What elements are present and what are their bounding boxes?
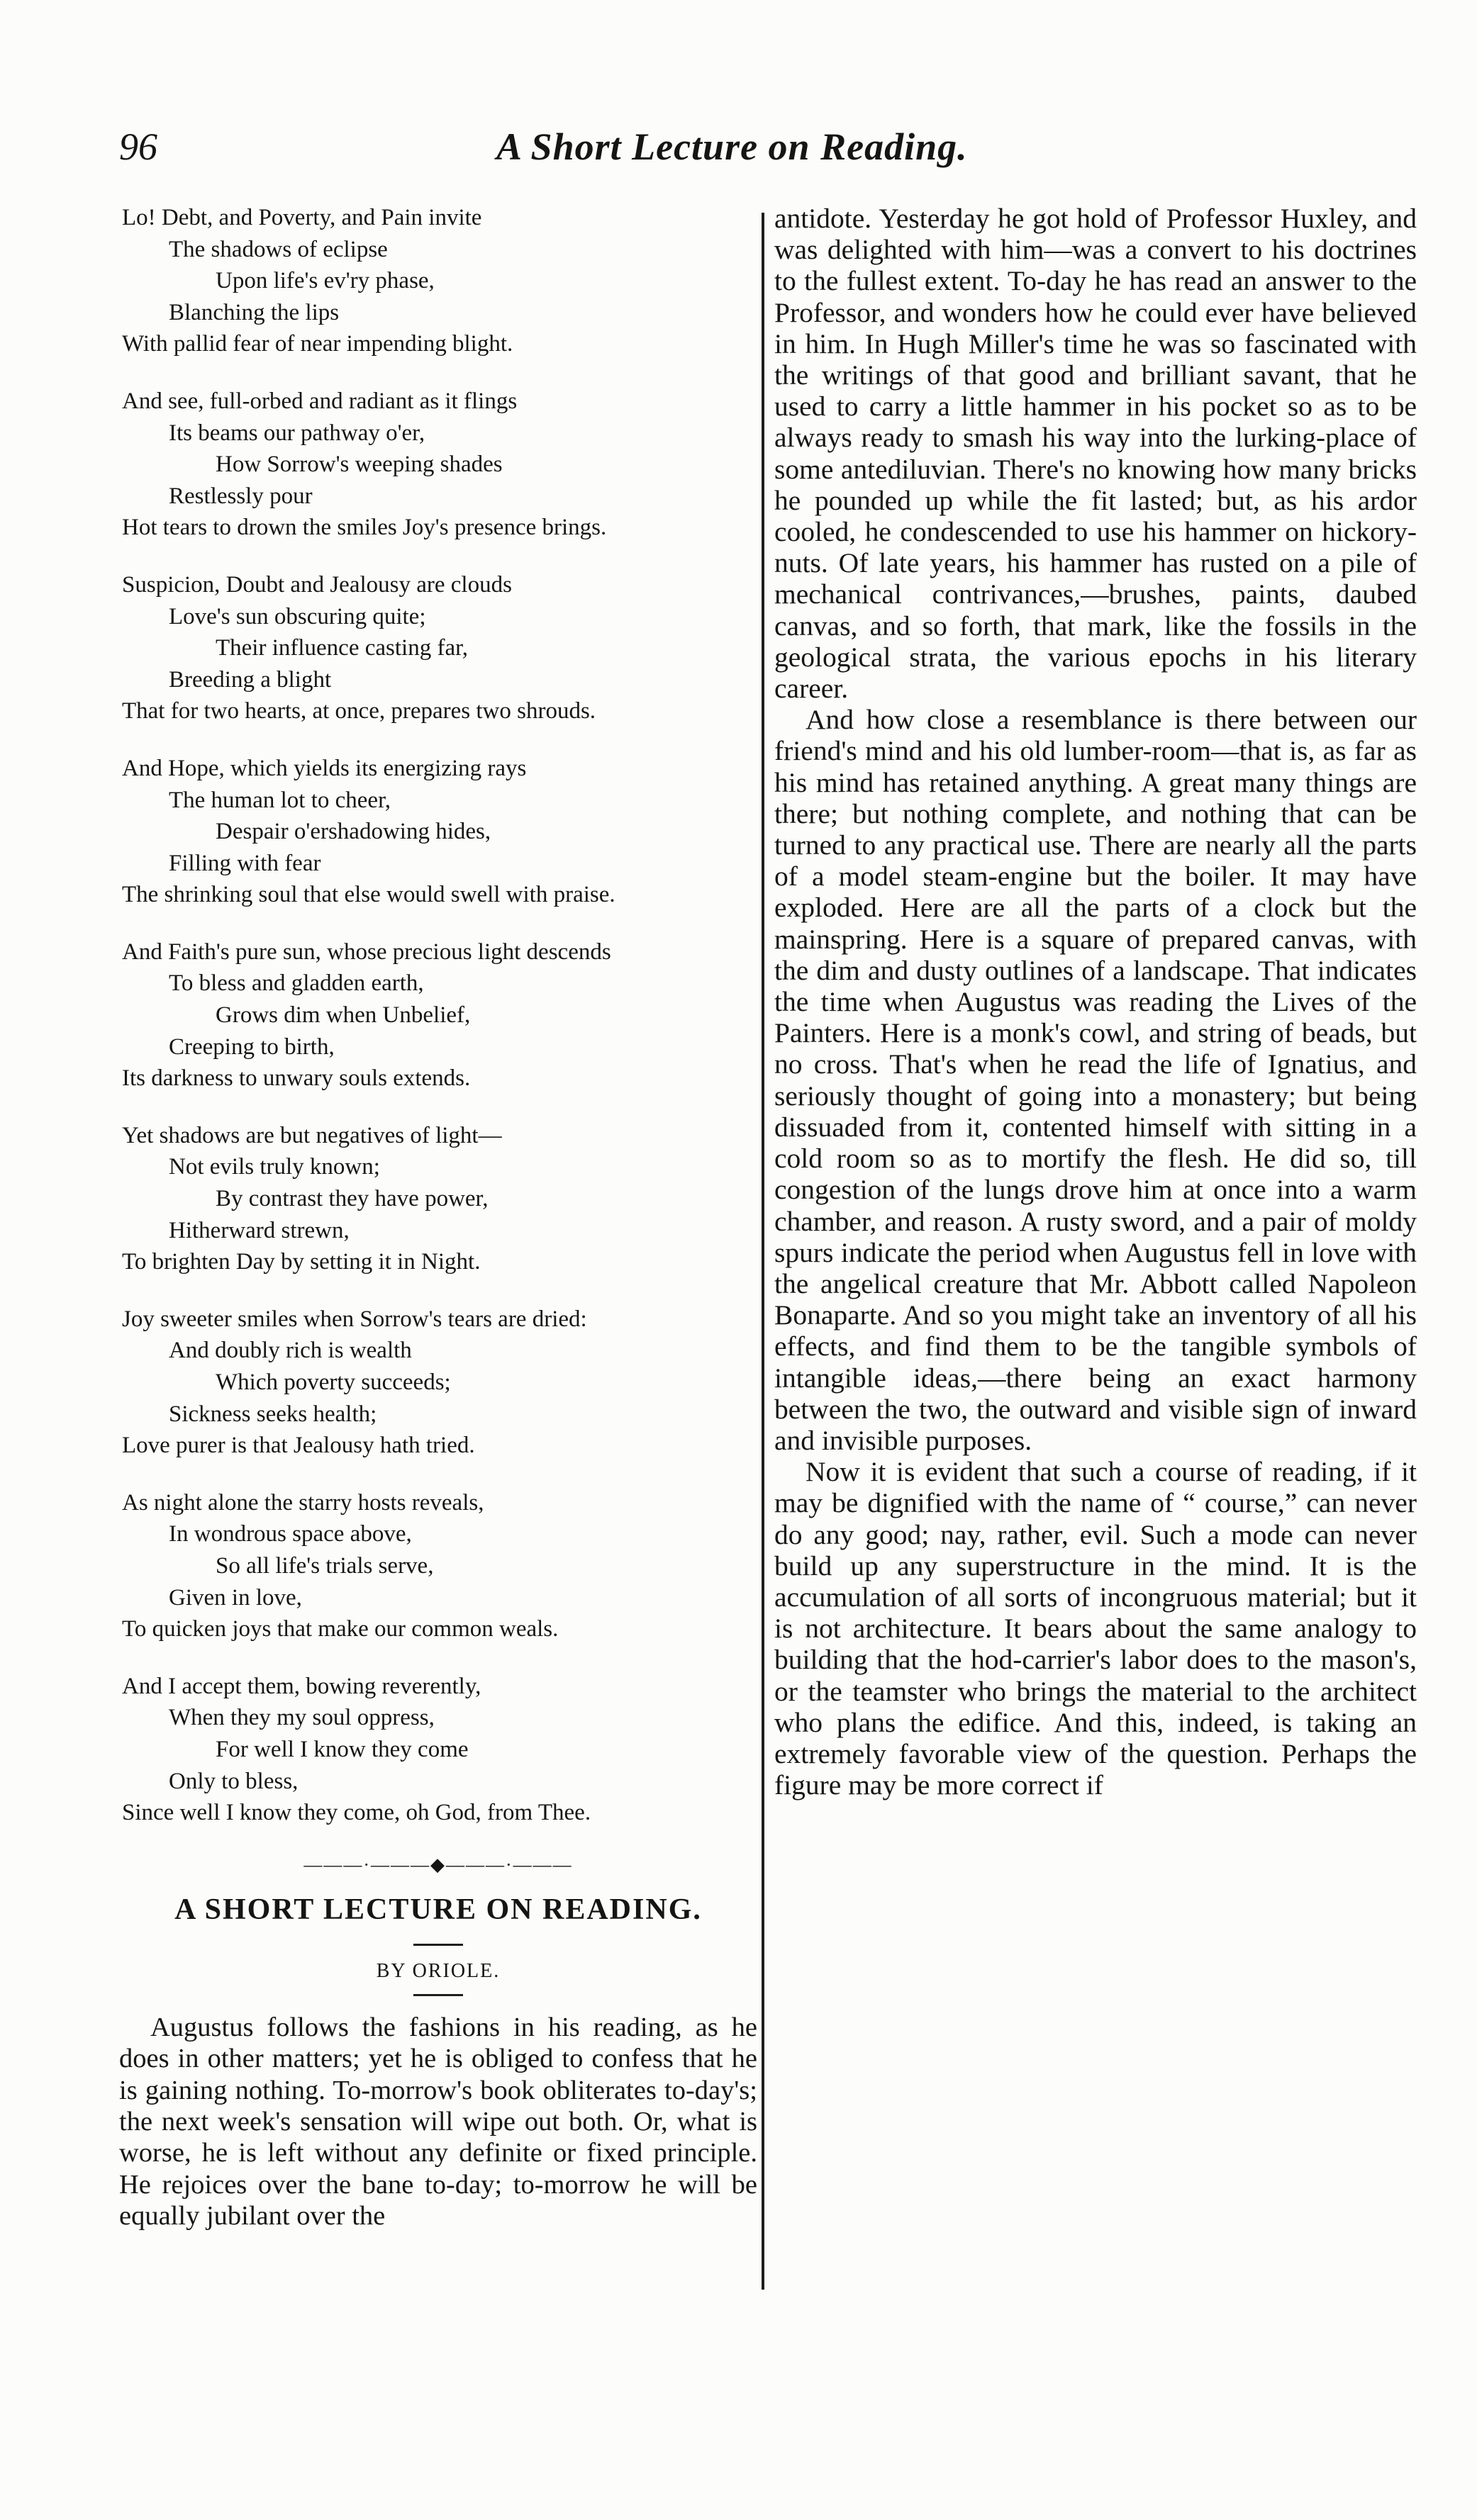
ornament-divider: ———·———◆———·——— [303,1854,573,1875]
poem-line: Given in love, [169,1584,302,1611]
poem-line: Upon life's ev'ry phase, [216,268,435,294]
poem-line: So all life's trials serve, [216,1552,434,1579]
column-divider [762,213,764,2290]
poem-stanza [119,1304,757,1462]
poem-line: And doubly rich is wealth [169,1338,412,1364]
poem-stanza [119,936,757,1094]
poem-stanza [119,753,757,911]
poem-line: Creeping to birth, [169,1034,335,1060]
poem-line: Grows dim when Unbelief, [216,1002,471,1029]
poem-line: Joy sweeter smiles when Sorrow's tears are dried: [122,1306,587,1332]
poem-line: Hot tears to drown the smiles Joy's presence brings. [122,515,607,541]
poem-line: Love purer is that Jealousy hath tried. [122,1433,475,1459]
poem-line: In wondrous space above, [169,1521,412,1547]
poem-line: And I accept them, bowing reverently, [122,1673,481,1699]
poem-line: And Faith's pure sun, whose precious light descends [122,939,611,965]
poem-line: Breeding a blight [169,666,332,693]
poem-line: Only to bless, [169,1768,299,1794]
poem-line: For well I know they come [216,1736,469,1762]
poem-line: The shrinking soul that else would swell with praise. [122,882,615,908]
poem-line: By contrast they have power, [216,1186,489,1212]
poem-stanza [119,1120,757,1278]
poem-line: To bless and gladden earth, [169,970,424,997]
poem-line: And Hope, which yields its energizing rays [122,755,527,781]
poem-line: Hitherward strewn, [169,1217,350,1243]
poem-line: When they my soul oppress, [169,1705,435,1731]
byline-rule [413,1994,463,1996]
poem [119,202,757,1829]
poem-line: Sickness seeks health; [169,1401,377,1427]
poem-line: Love's sun obscuring quite; [169,603,426,629]
poem-line: Their influence casting far, [216,635,469,661]
poem-line: Yet shadows are but negatives of light— [122,1122,502,1148]
poem-line: Despair o'ershadowing hides, [216,819,491,845]
poem-stanza [119,569,757,727]
article-paragraph: antidote. Yesterday he got hold of Professor Huxley, and was delighted with him—was a convert to his doctrines to the fullest extent. To-day he has read an answer to the Professor, and wonders how he could ever have believed in him. In Hugh Miller's time he was so fascinated with the writings of that good and brilliant savant, that he used to carry a little hammer in his pocket so as to be always ready to smash his way into the lurking-place of some antediluvian. There's no knowing how many bricks he pounded up while the fit lasted; but, as his ardor cooled, he condescended to use his hammer on hickory-nuts. Of late years, his hammer has rusted on a pile of mechanical contrivances,—brushes, paints, daubed canvas, and so forth, that mark, like the fossils in the geological strata, the various epochs in his literary career. [774,203,1417,705]
poem-line: To quicken joys that make our common weals. [122,1616,559,1642]
poem-stanza [119,386,757,544]
poem-line: Filling with fear [169,850,321,876]
right-column [774,203,1417,1801]
poem-line: With pallid fear of near impending blight. [122,331,513,357]
poem-line: And see, full-orbed and radiant as it flings [122,388,518,414]
poem-line: Suspicion, Doubt and Jealousy are clouds [122,571,512,598]
title-rule [413,1944,463,1946]
poem-stanza [119,202,757,360]
poem-stanza [119,1487,757,1645]
page-number: 96 [119,125,157,168]
poem-line: How Sorrow's weeping shades [216,452,503,478]
poem-line: As night alone the starry hosts reveals, [122,1489,484,1516]
article-paragraph: And how close a resemblance is there between our friend's mind and his old lumber-room—that is, as far as his mind has retained anything. A great many things are there; but nothing complete, and nothing that can be turned to any practical use. There are nearly all the parts of a model steam-engine but the boiler. It may have exploded. Here are all the parts of a clock but the mainspring. Here is a square of prepared canvas, with the dim and dusty outlines of a landscape. That indicates the time when Augustus was reading the Lives of the Painters. Here is a monk's cowl, and string of beads, but no cross. That's when he read the life of Ignatius, and seriously thought of going into a monastery; but being dissuaded from it, contented himself with sitting in a cold room so as to mortify the flesh. He did so, till congestion of the lungs drove him at once into a warm chamber, and reason. A rusty sword, and a pair of moldy spurs indicate the period when Augustus fell in love with the angelical creature that Mr. Abbott called Napoleon Bonaparte. And so you might take an inventory of all his effects, and find them to be the tangible symbols of intangible ideas,—there being an exact harmony between the two, the outward and visible sign of inward and invisible purposes. [774,704,1417,1456]
poem-line: Restlessly pour [169,483,313,509]
poem-line: To brighten Day by setting it in Night. [122,1249,481,1275]
poem-line: Which poverty succeeds; [216,1370,451,1395]
article-paragraph: Now it is evident that such a course of reading, if it may be dignified with the name of “ course,” can never do any good; nay, rather, evil. Such a mode can never build up any superstructure in the mind. It is the accumulation of all sorts of incongruous material; but it is not architecture. It bears about the same analogy to building that the hod-carrier's labor does to the mason's, or the teamster who brings the material to the architect who plans the edifice. And this, indeed, is taking an extremely favorable view of the question. Perhaps the figure may be more correct if [774,1456,1417,1801]
poem-line: That for two hearts, at once, prepares two shrouds. [122,698,596,724]
poem-line: Since well I know they come, oh God, from Thee. [122,1800,591,1826]
running-title: A Short Lecture on Reading. [496,125,968,168]
article-byline: BY ORIOLE. [376,1959,501,1982]
poem-line: Its darkness to unwary souls extends. [122,1065,471,1092]
poem-stanza [119,1671,757,1829]
left-column [119,202,757,2232]
poem-line: Blanching the lips [169,299,340,325]
article-title: A SHORT LECTURE ON READING. [174,1893,702,1926]
poem-line: Its beams our pathway o'er, [169,420,425,446]
poem-line: The human lot to cheer, [169,787,391,813]
poem-line: Lo! Debt, and Poverty, and Pain invite [122,205,482,230]
poem-line: Not evils truly known; [169,1154,380,1180]
article-paragraph: Augustus follows the fashions in his reading, as he does in other matters; yet he is obliged to confess that he is gaining nothing. To-morrow's book obliterates to-day's; the next week's sensation will wipe out both. Or, what is worse, he is left without any definite or fixed principle. He rejoices over the bane to-day; to-morrow he will be equally jubilant over the [119,2012,757,2231]
poem-line: The shadows of eclipse [169,236,388,262]
